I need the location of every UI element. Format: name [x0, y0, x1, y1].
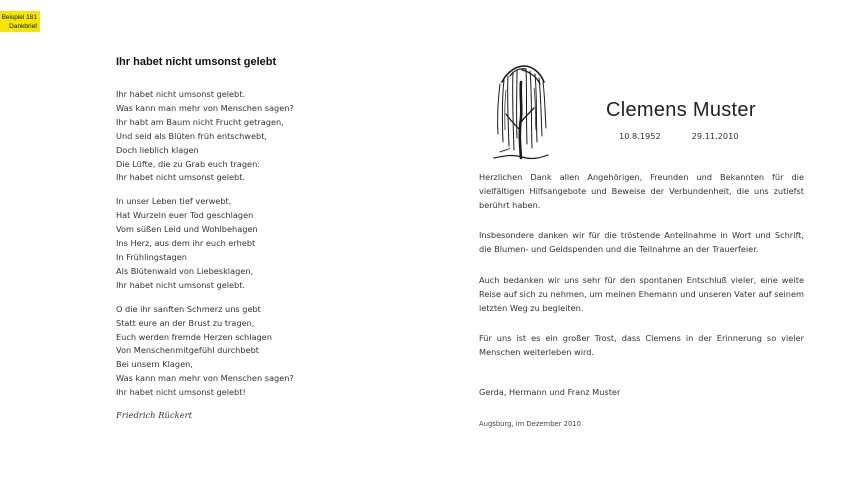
life-dates [619, 131, 739, 141]
poem-line: Hat Wurzeln euer Tod geschlagen [116, 210, 254, 221]
place-and-date: Augsburg, im Dezember 2010 [479, 420, 581, 428]
poem-line: In unser Leben tief verwebt, [116, 196, 232, 207]
poem-title: Ihr habet nicht umsonst gelebt [116, 56, 277, 68]
poem-line: Was kann man mehr von Menschen sagen? [116, 373, 294, 384]
poem-column [116, 56, 346, 420]
poem-line: Ins Herz, aus dem ihr euch erhebt [116, 238, 256, 249]
poem-line: Ihr habet nicht umsonst gelebt. [116, 279, 246, 290]
thank-you-text [479, 171, 804, 417]
stanza-2 [116, 195, 346, 292]
poem-line: Doch lieblich klagen [116, 144, 199, 155]
poem-author: Friedrich Rückert [116, 410, 193, 421]
poem-line: Ihr habet nicht umsonst gelebt! [116, 387, 246, 398]
poem-line: Ihr habet nicht umsonst gelebt. [116, 89, 246, 99]
poem-line: Die Lüfte, die zu Grab euch tragen: [116, 158, 261, 169]
poem-line: Bei unsern Klagen, [116, 359, 193, 370]
death-date: 29.11.2010 [691, 131, 739, 141]
example-label: Dankbrief [9, 23, 37, 30]
example-tag [0, 11, 40, 32]
stanza-3 [116, 303, 346, 400]
weeping-willow-icon [490, 60, 552, 164]
thank-you-paragraph: Insbesondere danken wir für die tröstende Anteilnahme in Wort und Schrift, die Blumen- und Geldspenden und die Teilnahme an der Trauerfeier. [479, 230, 804, 255]
poem-line: Euch werden fremde Herzen schlagen [116, 331, 272, 342]
poem-line: Vom süßen Leid und Wohlbehagen [116, 224, 258, 235]
poem-line: Und seid als Blüten früh entschwebt, [116, 130, 268, 141]
poem-line: Als Blütenwald von Liebesklagen, [116, 265, 254, 276]
deceased-name: Clemens Muster [606, 99, 756, 121]
thank-you-paragraph: Für uns ist es ein großer Trost, dass Clemens in der Erinnerung so vieler Menschen weiterleben wird. [479, 333, 804, 358]
poem-line: Ihr habet nicht umsonst gelebt. [116, 172, 246, 183]
poem-line: Was kann man mehr von Menschen sagen? [116, 102, 294, 113]
poem-line: Statt eure an der Brust zu tragen, [116, 317, 255, 328]
family-signoff: Gerda, Hermann und Franz Muster [479, 386, 621, 397]
thank-you-paragraph: Auch bedanken wir uns sehr für den spontanen Entschluß vieler, eine weite Reise auf sich zu nehmen, um meinen Ehemann und unseren Vater auf seinem letzten Weg zu begleiten. [479, 274, 804, 313]
poem-line: In Frühlingstagen [116, 251, 187, 262]
thank-you-paragraph: Herzlichen Dank allen Angehörigen, Freunden und Bekannten für die vielfältigen Hilfsangebote und Beweise der Verbundenheit, die uns zutiefst berührt haben. [479, 172, 804, 210]
stanza-1 [116, 88, 346, 185]
poem-line: O die ihr sanften Schmerz uns gebt [116, 303, 261, 314]
birth-date: 10.8.1952 [619, 131, 661, 141]
poem-line: Ihr habt am Baum nicht Frucht getragen, [116, 116, 284, 127]
poem-line: Von Menschenmitgefühl durchbebt [116, 345, 259, 356]
example-number: Beispiel 181 [1, 14, 37, 21]
